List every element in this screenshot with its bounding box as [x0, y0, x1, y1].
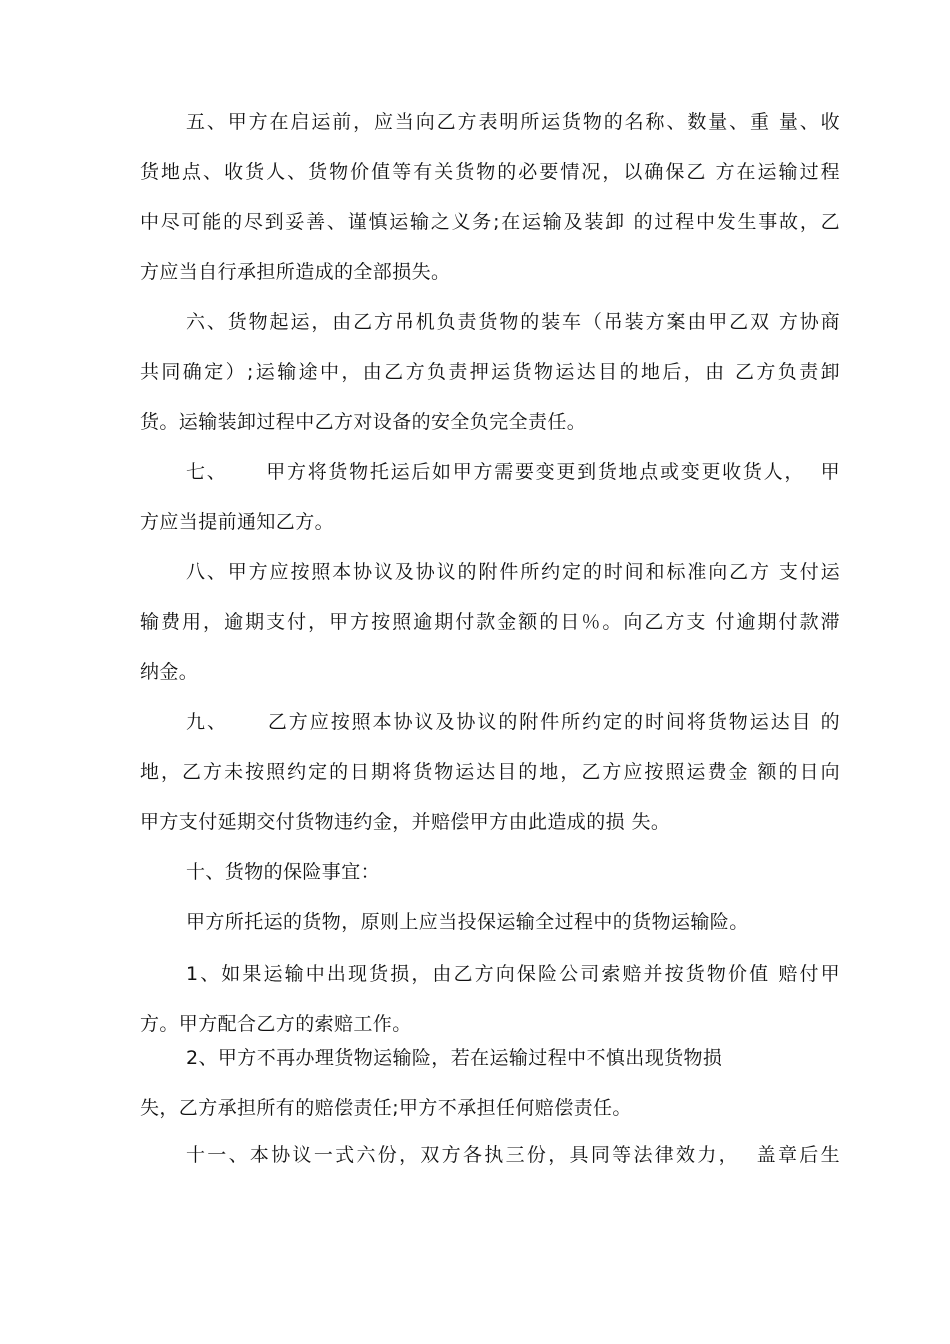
- clause-6-line-3: 货。运输装卸过程中乙方对设备的安全负完全责任。: [140, 411, 587, 433]
- clause-6-line-1: 六、货物起运，由乙方吊机负责货物的装车（吊装方案由甲乙双 方协商: [186, 311, 840, 333]
- clause-10-1-line-1: 1、如果运输中出现货损，由乙方向保险公司索赔并按货物价值 赔付甲: [186, 963, 840, 985]
- clause-5-line-2: 货地点、收货人、货物价值等有关货物的必要情况，以确保乙 方在运输过程: [140, 161, 840, 183]
- clause-9-line-2: 地，乙方未按照约定的日期将货物运达目的地，乙方应按照运费金 额的日向: [140, 761, 840, 783]
- clause-5-line-1: 五、甲方在启运前，应当向乙方表明所运货物的名称、数量、重 量、收: [186, 111, 840, 133]
- clause-10-heading: 十、货物的保险事宜：: [186, 861, 381, 883]
- clause-6-line-2: 共同确定）;运输途中，由乙方负责押运货物运达目的地后，由 乙方负责卸: [140, 361, 840, 383]
- clause-5-line-3: 中尽可能的尽到妥善、谨慎运输之义务;在运输及装卸 的过程中发生事故，乙: [140, 211, 840, 233]
- clause-8-line-2: 输费用，逾期支付，甲方按照逾期付款金额的日％。向乙方支 付逾期付款滞: [140, 611, 840, 633]
- clause-10-2-line-1: 2、甲方不再办理货物运输险，若在运输过程中不慎出现货物损: [186, 1047, 723, 1069]
- clause-7-line-2: 方应当提前通知乙方。: [140, 511, 335, 533]
- clause-8-line-3: 纳金。: [140, 661, 199, 683]
- clause-8-line-1: 八、甲方应按照本协议及协议的附件所约定的时间和标准向乙方 支付运: [186, 561, 840, 583]
- clause-10-2-line-2: 失，乙方承担所有的赔偿责任;甲方不承担任何赔偿责任。: [140, 1097, 632, 1119]
- clause-10-body: 甲方所托运的货物，原则上应当投保运输全过程中的货物运输险。: [186, 911, 749, 933]
- clause-11-line-1: 十一、本协议一式六份，双方各执三份，具同等法律效力， 盖章后生: [186, 1144, 840, 1166]
- clause-9-line-1: 九、 乙方应按照本协议及协议的附件所约定的时间将货物运达目 的: [186, 711, 840, 733]
- clause-5-line-4: 方应当自行承担所造成的全部损失。: [140, 261, 451, 283]
- clause-7-line-1: 七、 甲方将货物托运后如甲方需要变更到货地点或变更收货人， 甲: [186, 461, 840, 483]
- clause-9-line-3: 甲方支付延期交付货物违约金，并赔偿甲方由此造成的损 失。: [140, 811, 671, 833]
- clause-10-1-line-2: 方。甲方配合乙方的索赔工作。: [140, 1013, 412, 1035]
